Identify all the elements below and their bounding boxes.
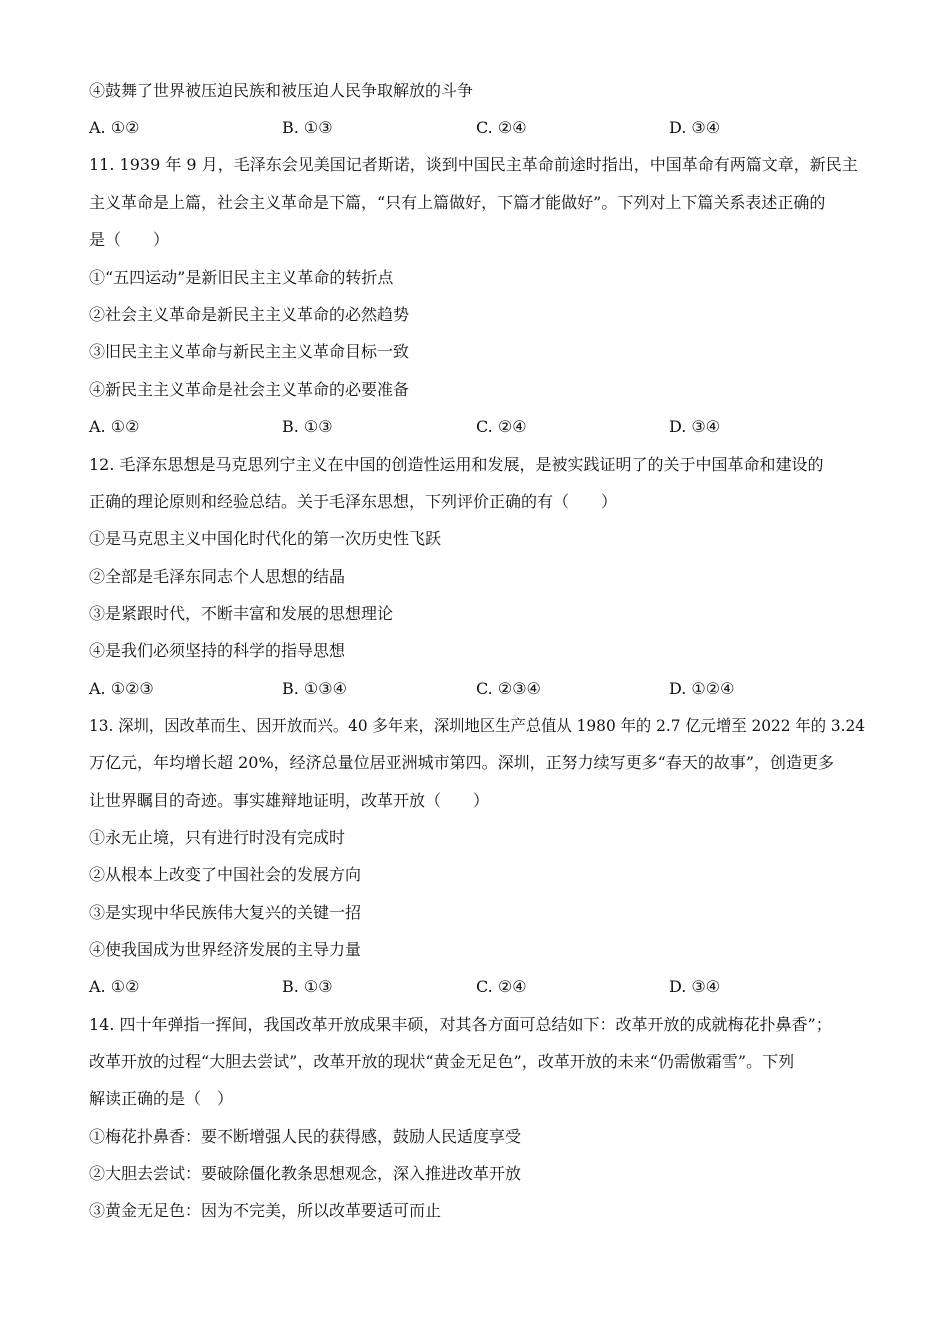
q12-option-c: C. ②③④ — [476, 679, 541, 698]
q13-item-4: ④使我国成为世界经济发展的主导力量 — [89, 940, 362, 959]
q13-option-b: B. ①③ — [282, 977, 333, 996]
q14-stem-line-3: 解读正确的是（ ） — [89, 1089, 234, 1108]
q11-option-c: C. ②④ — [476, 417, 527, 436]
q11-item-2: ②社会主义革命是新民主主义革命的必然趋势 — [89, 305, 410, 324]
q13-stem-line-3: 让世界瞩目的奇迹。事实雄辩地证明，改革开放（ ） — [89, 791, 490, 810]
q12-item-3: ③是紧跟时代，不断丰富和发展的思想理论 — [89, 604, 394, 623]
q13-option-d: D. ③④ — [669, 977, 721, 996]
q12-stem-line-1: 12. 毛泽东思想是马克思列宁主义在中国的创造性运用和发展，是被实践证明了的关于中国革命和建设的 — [89, 455, 824, 474]
q13-stem-line-1: 13. 深圳，因改革而生、因开放而兴。40 多年来，深圳地区生产总值从 1980 年的 2.7 亿元增至 2022 年的 3.24 — [89, 716, 866, 735]
q10-option-a: A. ①② — [89, 118, 140, 137]
q10-item-4: ④鼓舞了世界被压迫民族和被压迫人民争取解放的斗争 — [89, 81, 474, 100]
q11-stem-line-1: 11. 1939 年 9 月，毛泽东会见美国记者斯诺，谈到中国民主革命前途时指出，中国革命有两篇文章，新民主 — [89, 155, 858, 174]
q13-option-a: A. ①② — [89, 977, 140, 996]
q14-stem-line-2: 改革开放的过程“大胆去尝试”，改革开放的现状“黄金无足色”，改革开放的未来“仍需傲霜雪”。下列 — [89, 1052, 795, 1071]
q11-option-a: A. ①② — [89, 417, 140, 436]
q11-item-4: ④新民主主义革命是社会主义革命的必要准备 — [89, 380, 410, 399]
q12-stem-line-2: 正确的理论原则和经验总结。关于毛泽东思想，下列评价正确的有（ ） — [89, 492, 618, 511]
q14-stem-line-1: 14. 四十年弹指一挥间，我国改革开放成果丰硕，对其各方面可总结如下：改革开放的成就梅花扑鼻香”； — [89, 1015, 832, 1034]
q11-option-d: D. ③④ — [669, 417, 721, 436]
q10-option-d: D. ③④ — [669, 118, 721, 137]
q13-stem-line-2: 万亿元，年均增长超 20%，经济总量位居亚洲城市第四。深圳，正努力续写更多“春天的故事”，创造更多 — [89, 753, 835, 772]
q12-item-1: ①是马克思主义中国化时代化的第一次历史性飞跃 — [89, 529, 442, 548]
q12-item-2: ②全部是毛泽东同志个人思想的结晶 — [89, 567, 346, 586]
q11-item-1: ①“五四运动”是新旧民主主义革命的转折点 — [89, 268, 394, 287]
q12-option-d: D. ①②④ — [669, 679, 735, 698]
q14-item-1: ①梅花扑鼻香：要不断增强人民的获得感，鼓励人民适度享受 — [89, 1127, 522, 1146]
q10-option-c: C. ②④ — [476, 118, 527, 137]
q13-item-2: ②从根本上改变了中国社会的发展方向 — [89, 865, 362, 884]
q12-option-b: B. ①③④ — [282, 679, 347, 698]
q14-item-3: ③黄金无足色：因为不完美，所以改革要适可而止 — [89, 1201, 442, 1220]
q11-stem-line-3: 是（ ） — [89, 230, 170, 249]
q11-stem-line-2: 主义革命是上篇，社会主义革命是下篇，“只有上篇做好，下篇才能做好”。下列对上下篇关系表述正确的 — [89, 193, 826, 212]
q12-option-a: A. ①②③ — [89, 679, 154, 698]
q11-item-3: ③旧民主主义革命与新民主主义革命目标一致 — [89, 342, 410, 361]
q10-option-b: B. ①③ — [282, 118, 333, 137]
q11-option-b: B. ①③ — [282, 417, 333, 436]
q13-item-1: ①永无止境，只有进行时没有完成时 — [89, 828, 346, 847]
q12-item-4: ④是我们必须坚持的科学的指导思想 — [89, 641, 346, 660]
q13-option-c: C. ②④ — [476, 977, 527, 996]
q14-item-2: ②大胆去尝试：要破除僵化教条思想观念，深入推进改革开放 — [89, 1164, 522, 1183]
q13-item-3: ③是实现中华民族伟大复兴的关键一招 — [89, 903, 362, 922]
